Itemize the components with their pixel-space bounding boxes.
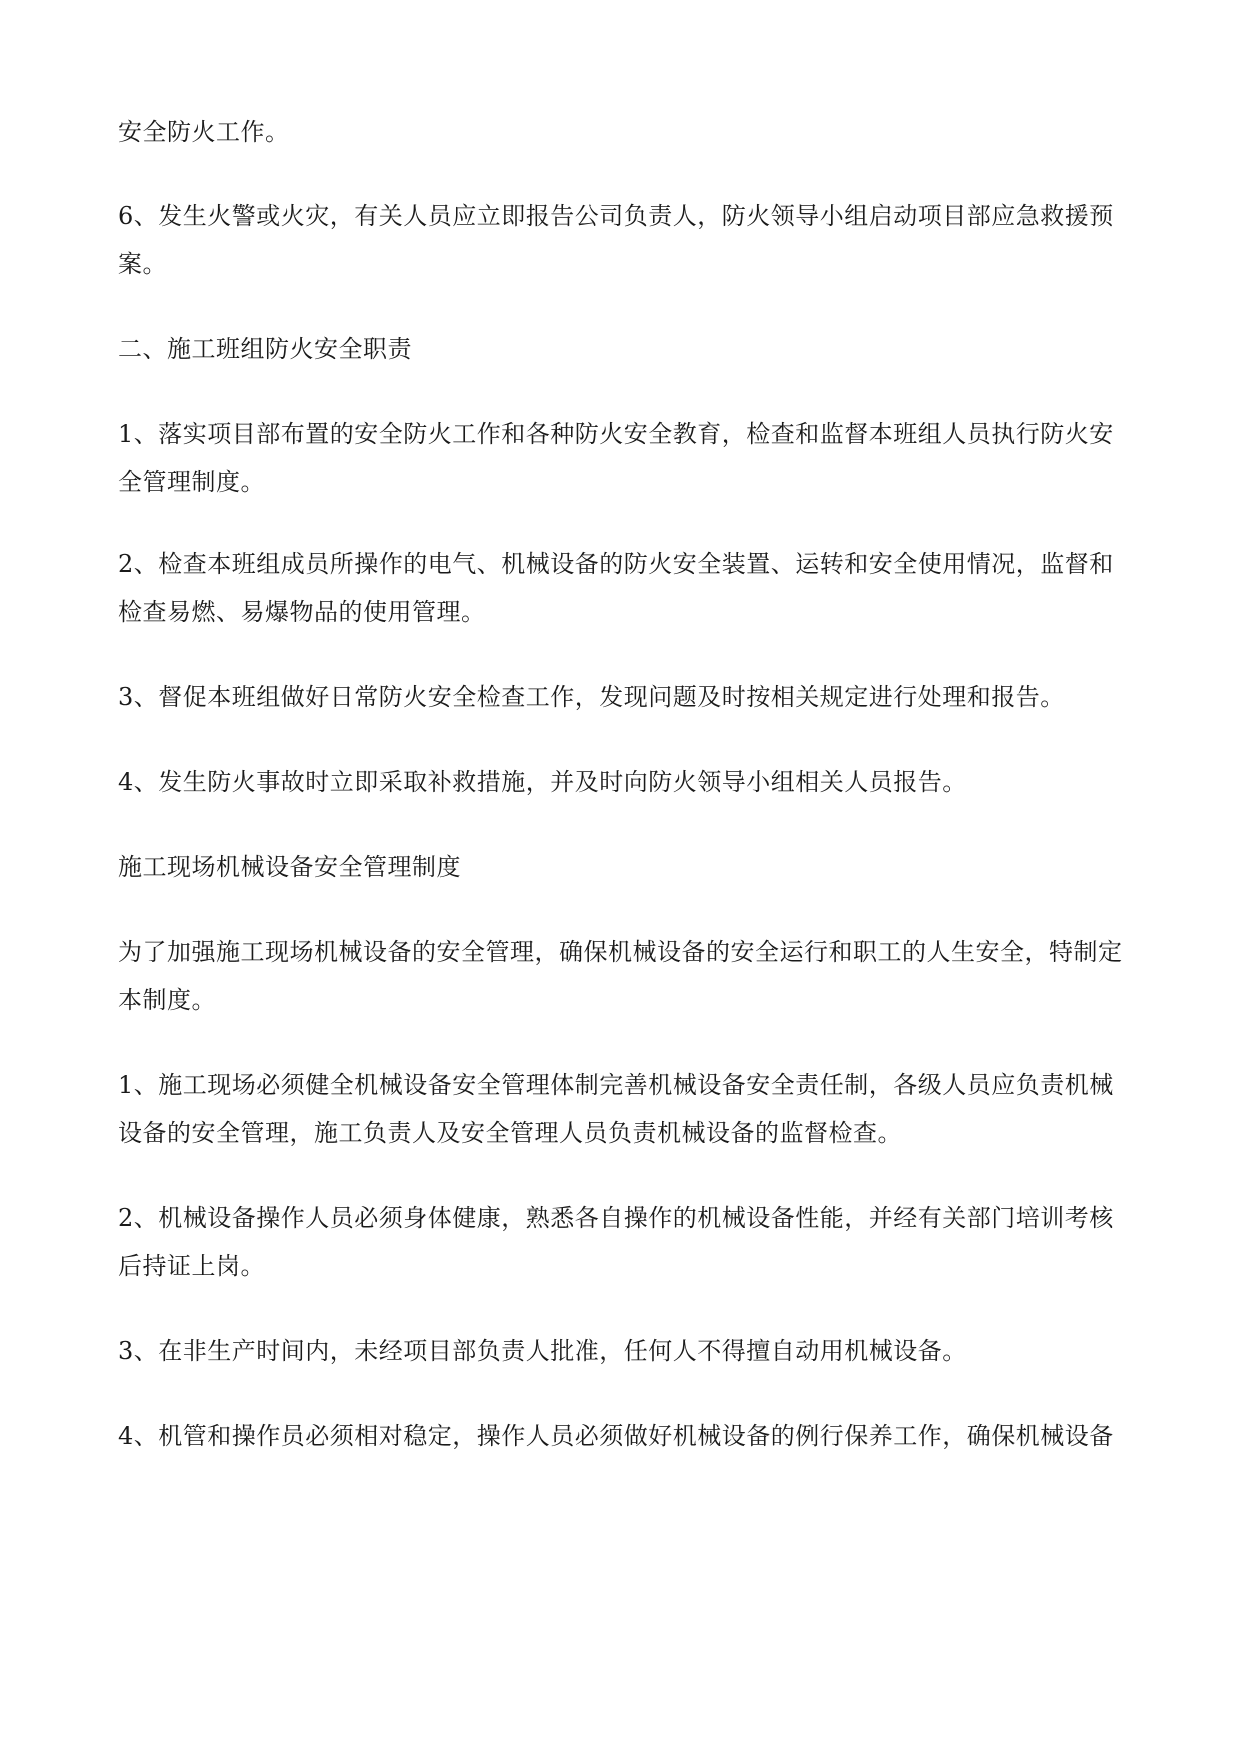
paragraph-machinery-item-1: 1、施工现场必须健全机械设备安全管理体制完善机械设备安全责任制，各级人员应负责机械设备的安全管理，施工负责人及安全管理人员负责机械设备的监督检查。 bbox=[118, 1071, 1114, 1147]
paragraph-machinery-item-3: 3、在非生产时间内，未经项目部负责人批准，任何人不得擅自动用机械设备。 bbox=[118, 1337, 967, 1365]
paragraph-machinery-item-2: 2、机械设备操作人员必须身体健康，熟悉各自操作的机械设备性能，并经有关部门培训考核后持证上岗。 bbox=[118, 1204, 1114, 1280]
paragraph-intro: 为了加强施工现场机械设备的安全管理，确保机械设备的安全运行和职工的人生安全，特制定本制度。 bbox=[118, 938, 1123, 1014]
paragraph-team-item-4: 4、发生防火事故时立即采取补救措施，并及时向防火领导小组相关人员报告。 bbox=[118, 768, 967, 796]
paragraph-continuation: 安全防火工作。 bbox=[118, 118, 290, 146]
paragraph-machinery-item-4: 4、机管和操作员必须相对稳定，操作人员必须做好机械设备的例行保养工作，确保机械设备 bbox=[118, 1422, 1114, 1450]
paragraph-team-item-2: 2、检查本班组成员所操作的电气、机械设备的防火安全装置、运转和安全使用情况，监督和检查易燃、易爆物品的使用管理。 bbox=[118, 550, 1114, 626]
paragraph-team-item-3: 3、督促本班组做好日常防火安全检查工作，发现问题及时按相关规定进行处理和报告。 bbox=[118, 683, 1065, 711]
document-title-machinery: 施工现场机械设备安全管理制度 bbox=[118, 853, 461, 881]
paragraph-item-6: 6、发生火警或火灾，有关人员应立即报告公司负责人，防火领导小组启动项目部应急救援预案。 bbox=[118, 202, 1114, 278]
section-heading-team-duties: 二、施工班组防火安全职责 bbox=[118, 335, 412, 363]
paragraph-team-item-1: 1、落实项目部布置的安全防火工作和各种防火安全教育，检查和监督本班组人员执行防火安全管理制度。 bbox=[118, 420, 1114, 496]
